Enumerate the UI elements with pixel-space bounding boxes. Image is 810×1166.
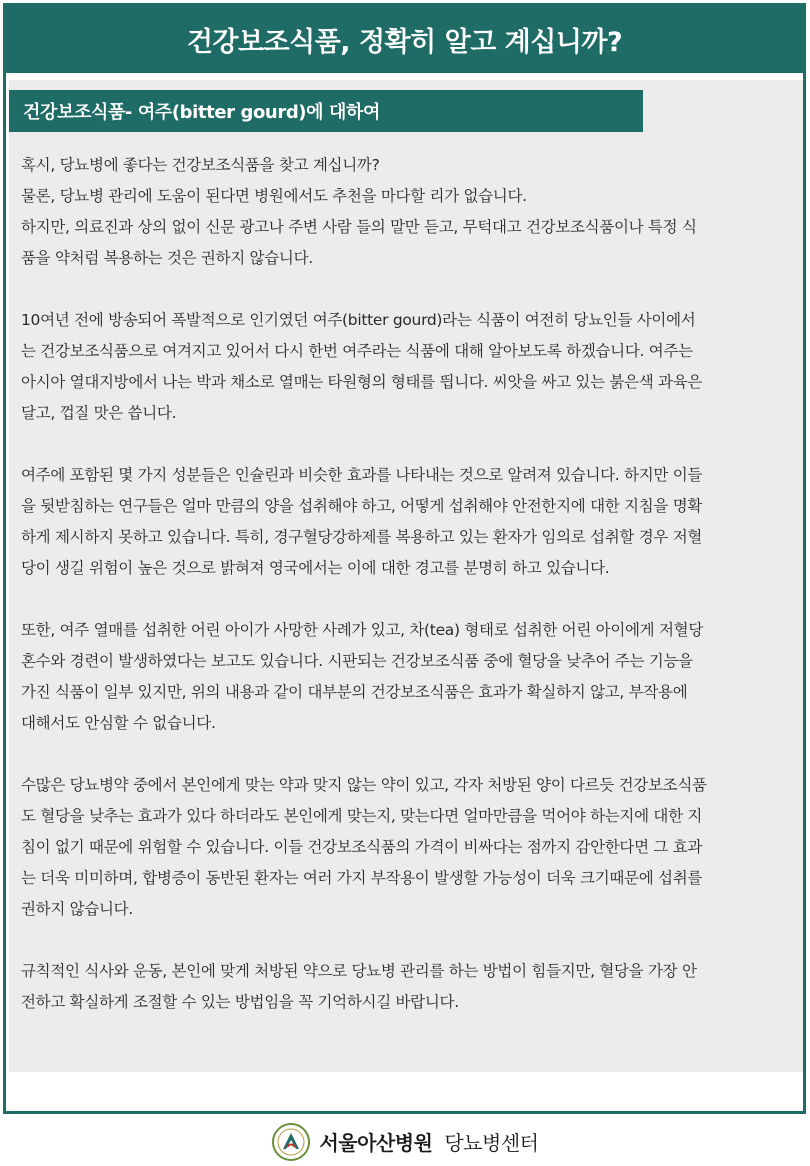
text-line: 도 혈당을 낮추는 효과가 있다 하더라도 본인에게 맞는지, 맞는다면 얼마만큼을 먹어야 하는지에 대한 지 bbox=[21, 807, 703, 825]
page-title: 건강보조식품, 정확히 알고 계십니까? bbox=[186, 27, 623, 58]
text-line: 전하고 확실하게 조절할 수 있는 방법임을 꼭 기억하시길 바랍니다. bbox=[21, 993, 459, 1011]
text-line: 는 건강보조식품으로 여겨지고 있어서 다시 한번 여주라는 식품에 대해 알아보도록 하겠습니다. 여주는 bbox=[21, 342, 693, 360]
text-line: 는 더욱 미미하며, 합병증이 동반된 환자는 여러 가지 부작용이 발생할 가능성이 더욱 크기때문에 섭취를 bbox=[21, 869, 703, 887]
text-line: 물론, 당뇨병 관리에 도움이 된다면 병원에서도 추천을 마다할 리가 없습니다. bbox=[21, 187, 527, 205]
section-title-bar bbox=[9, 90, 643, 132]
paragraph bbox=[21, 305, 796, 429]
paragraph bbox=[21, 956, 796, 1018]
text-line: 가진 식품이 일부 있지만, 위의 내용과 같이 대부분의 건강보조식품은 효과가 확실하지 않고, 부작용에 bbox=[21, 683, 688, 701]
paragraph bbox=[21, 460, 796, 584]
text-line: 10여년 전에 방송되어 폭발적으로 인기였던 여주(bitter gourd)라는 식품이 여전히 당뇨인들 사이에서 bbox=[21, 311, 696, 329]
text-line: 달고, 껍질 맛은 씁니다. bbox=[21, 404, 177, 422]
page-header bbox=[6, 6, 803, 73]
paragraph bbox=[21, 770, 796, 925]
paragraph bbox=[21, 615, 796, 739]
text-line: 권하지 않습니다. bbox=[21, 900, 133, 918]
article-body bbox=[21, 150, 796, 1049]
section-title: 건강보조식품- 여주(bitter gourd)에 대하여 bbox=[23, 102, 380, 123]
text-line: 하게 제시하지 못하고 있습니다. 특히, 경구혈당강하제를 복용하고 있는 환자가 임의로 섭취할 경우 저혈 bbox=[21, 528, 703, 546]
footer bbox=[0, 1117, 810, 1166]
content-area bbox=[9, 80, 803, 1072]
text-line: 규칙적인 식사와 운동, 본인에 맞게 처방된 약으로 당뇨병 관리를 하는 방법이 힘들지만, 혈당을 가장 안 bbox=[21, 962, 697, 980]
text-line: 혹시, 당뇨병에 좋다는 건강보조식품을 찾고 계십니까? bbox=[21, 156, 380, 174]
paragraph bbox=[21, 150, 796, 274]
hospital-name: 서울아산병원 bbox=[319, 1131, 433, 1155]
text-line: 여주에 포함된 몇 가지 성분들은 인슐린과 비슷한 효과를 나타내는 것으로 알려져 있습니다. 하지만 이들 bbox=[21, 466, 703, 484]
page-frame bbox=[3, 3, 806, 1114]
asan-medical-center-logo-icon bbox=[271, 1122, 311, 1162]
text-line: 아시아 열대지방에서 나는 박과 채소로 열매는 타원형의 형태를 띕니다. 씨앗을 싸고 있는 붉은색 과육은 bbox=[21, 373, 703, 391]
text-line: 대해서도 안심할 수 없습니다. bbox=[21, 714, 216, 732]
text-line: 품을 약처럼 복용하는 것은 권하지 않습니다. bbox=[21, 249, 313, 267]
text-line: 하지만, 의료진과 상의 없이 신문 광고나 주변 사람 들의 말만 듣고, 무턱대고 건강보조식품이나 특정 식 bbox=[21, 218, 697, 236]
text-line: 또한, 여주 열매를 섭취한 어린 아이가 사망한 사례가 있고, 차(tea) 형태로 섭취한 어린 아이에게 저혈당 bbox=[21, 621, 703, 639]
text-line: 당이 생길 위험이 높은 것으로 밝혀져 영국에서는 이에 대한 경고를 분명히 하고 있습니다. bbox=[21, 559, 610, 577]
text-line: 침이 없기 때문에 위험할 수 있습니다. 이들 건강보조식품의 가격이 비싸다는 점까지 감안한다면 그 효과 bbox=[21, 838, 703, 856]
center-name: 당뇨병센터 bbox=[444, 1131, 539, 1155]
text-line: 혼수와 경련이 발생하였다는 보고도 있습니다. 시판되는 건강보조식품 중에 혈당을 낮추어 주는 기능을 bbox=[21, 652, 693, 670]
text-line: 수많은 당뇨병약 중에서 본인에게 맞는 약과 맞지 않는 약이 있고, 각자 처방된 양이 다르듯 건강보조식품 bbox=[21, 776, 707, 794]
text-line: 을 뒷받침하는 연구들은 얼마 만큼의 양을 섭취해야 하고, 어떻게 섭취해야 안전한지에 대한 지침을 명확 bbox=[21, 497, 703, 515]
